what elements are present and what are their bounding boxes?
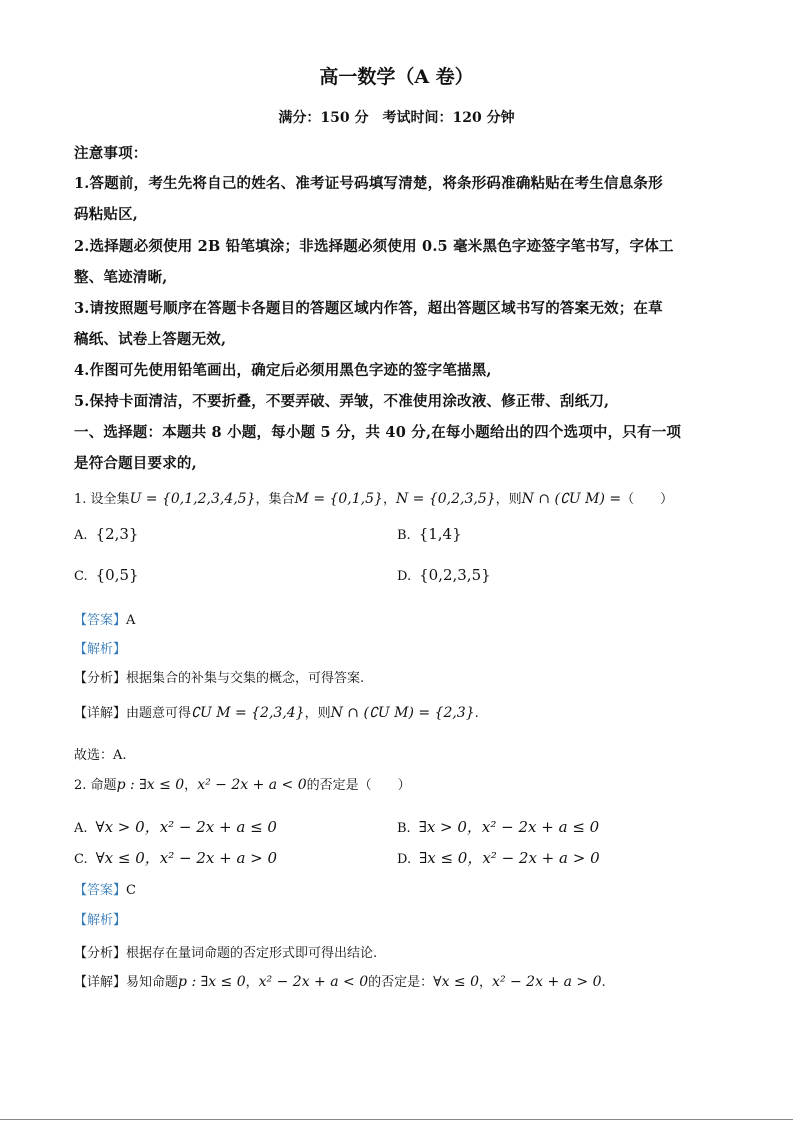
- option-value: {1,4}: [418, 525, 462, 543]
- option-value: ∃x > 0，x² − 2x + a ≤ 0: [418, 818, 600, 836]
- analysis-detail: [74, 702, 479, 721]
- math-result: N ∩ (∁U M) = {2,3}: [330, 705, 475, 721]
- math-set-n: N = {0,2,3,5}: [395, 491, 496, 507]
- answer-line: [74, 879, 136, 898]
- section-heading: 一、选择题：本题共 8 小题，每小题 5 分，共 40 分,在每小题给出的四个选项中，只有一项: [74, 424, 682, 441]
- stem-text: 命题: [90, 778, 117, 793]
- option-label: A.: [74, 821, 88, 836]
- option-c: [74, 847, 277, 868]
- option-value: {0,5}: [95, 566, 139, 584]
- notice-heading: 注意事项：: [74, 145, 148, 162]
- answer-blank: （ ）: [621, 492, 674, 507]
- detail-text: ，: [479, 975, 493, 990]
- answer-tag: 【答案】: [74, 613, 127, 628]
- notice-item-1-cont: 码粘贴区,: [74, 206, 139, 223]
- stem-text: ，则: [495, 492, 522, 507]
- answer-value: C: [126, 883, 136, 898]
- option-label: D.: [397, 569, 412, 584]
- math-proposition: p : ∃x ≤ 0: [178, 974, 246, 990]
- question-1-stem: [74, 488, 673, 507]
- option-b: [397, 525, 462, 543]
- stem-text: 的否定是（ ）: [306, 778, 411, 793]
- notice-item-2: 2.选择题必须使用 2B 铅笔填涂；非选择题必须使用 0.5 毫米黑色字迹签字笔书写，字体工: [74, 238, 674, 255]
- detail-text: 易知命题: [126, 975, 179, 990]
- stem-text: ，集合: [255, 492, 295, 507]
- answer-value: A: [126, 613, 136, 628]
- math-complement: ∁U M = {2,3,4}: [191, 705, 305, 721]
- answer-line: [74, 609, 135, 628]
- stem-text: ，: [184, 778, 198, 793]
- option-value: {2,3}: [95, 525, 139, 543]
- detail-text: 由题意可得: [126, 706, 192, 721]
- option-label: B.: [397, 821, 411, 836]
- question-number: 1.: [74, 492, 87, 507]
- question-number: 2.: [74, 778, 87, 793]
- fenxi-text: 根据存在量词命题的否定形式即可得出结论.: [126, 946, 378, 961]
- option-label: A.: [74, 528, 88, 543]
- detail-text: 的否定是：: [368, 975, 434, 990]
- math-inequality: x² − 2x + a < 0: [258, 974, 369, 990]
- option-value: ∀x ≤ 0，x² − 2x + a > 0: [95, 849, 278, 867]
- detail-tag: 【详解】: [74, 975, 127, 990]
- option-value: {0,2,3,5}: [419, 566, 491, 584]
- exam-info: 满分：150 分 考试时间：120 分钟: [278, 110, 515, 126]
- math-proposition: p : ∃x ≤ 0: [116, 777, 185, 793]
- option-c: [74, 566, 139, 584]
- math-quantifier: ∀x ≤ 0: [433, 974, 480, 990]
- math-negated-inequality: x² − 2x + a > 0: [492, 974, 602, 990]
- option-value: ∀x > 0，x² − 2x + a ≤ 0: [95, 818, 277, 836]
- detail-text: ，则: [304, 706, 331, 721]
- stem-text: ，: [382, 492, 396, 507]
- math-expression: N ∩ (∁U M) =: [521, 491, 622, 507]
- math-universal-set: U = {0,1,2,3,4,5}: [129, 491, 256, 507]
- option-label: C.: [74, 852, 88, 867]
- option-b: [397, 816, 599, 837]
- math-set-m: M = {0,1,5}: [294, 491, 383, 507]
- analysis-summary: [74, 942, 377, 961]
- fenxi-text: 根据集合的补集与交集的概念，可得答案.: [126, 671, 365, 686]
- detail-text: .: [474, 706, 479, 721]
- detail-tag: 【详解】: [74, 706, 127, 721]
- answer-tag: 【答案】: [74, 883, 127, 898]
- page-bottom-rule: [0, 1119, 793, 1120]
- option-value: ∃x ≤ 0，x² − 2x + a > 0: [419, 849, 600, 867]
- detail-text: ，: [245, 975, 259, 990]
- analysis-summary: [74, 667, 364, 686]
- option-label: C.: [74, 569, 88, 584]
- detail-text: .: [601, 975, 606, 990]
- choose-line: 故选：A.: [74, 748, 127, 763]
- section-heading-cont: 是符合题目要求的,: [74, 455, 197, 472]
- notice-item-4: 4.作图可先使用铅笔画出，确定后必须用黑色字迹的签字笔描黑,: [74, 362, 492, 379]
- notice-item-3: 3.请按照题号顺序在答题卡各题目的答题区域内作答，超出答题区域书写的答案无效；在草: [74, 300, 663, 317]
- math-inequality: x² − 2x + a < 0: [197, 777, 307, 793]
- option-label: D.: [397, 852, 412, 867]
- fenxi-tag: 【分析】: [74, 671, 127, 686]
- notice-item-2-cont: 整、笔迹清晰,: [74, 269, 168, 286]
- notice-item-1: 1.答题前，考生先将自己的姓名、准考证号码填写清楚，将条形码准确粘贴在考生信息条形: [74, 175, 663, 192]
- stem-text: 设全集: [90, 492, 130, 507]
- notice-item-3-cont: 稿纸、试卷上答题无效,: [74, 331, 227, 348]
- option-a: [74, 525, 138, 543]
- question-2-stem: [74, 774, 411, 793]
- option-label: B.: [397, 528, 411, 543]
- analysis-tag: 【解析】: [74, 913, 127, 928]
- option-d: [397, 566, 491, 584]
- option-a: [74, 816, 277, 837]
- fenxi-tag: 【分析】: [74, 946, 127, 961]
- analysis-tag: 【解析】: [74, 642, 127, 657]
- option-d: [397, 847, 600, 868]
- page-title: 高一数学（A 卷）: [319, 66, 474, 88]
- notice-item-5: 5.保持卡面清洁，不要折叠，不要弄破、弄皱，不准使用涂改液、修正带、刮纸刀,: [74, 393, 610, 410]
- analysis-detail: [74, 971, 606, 990]
